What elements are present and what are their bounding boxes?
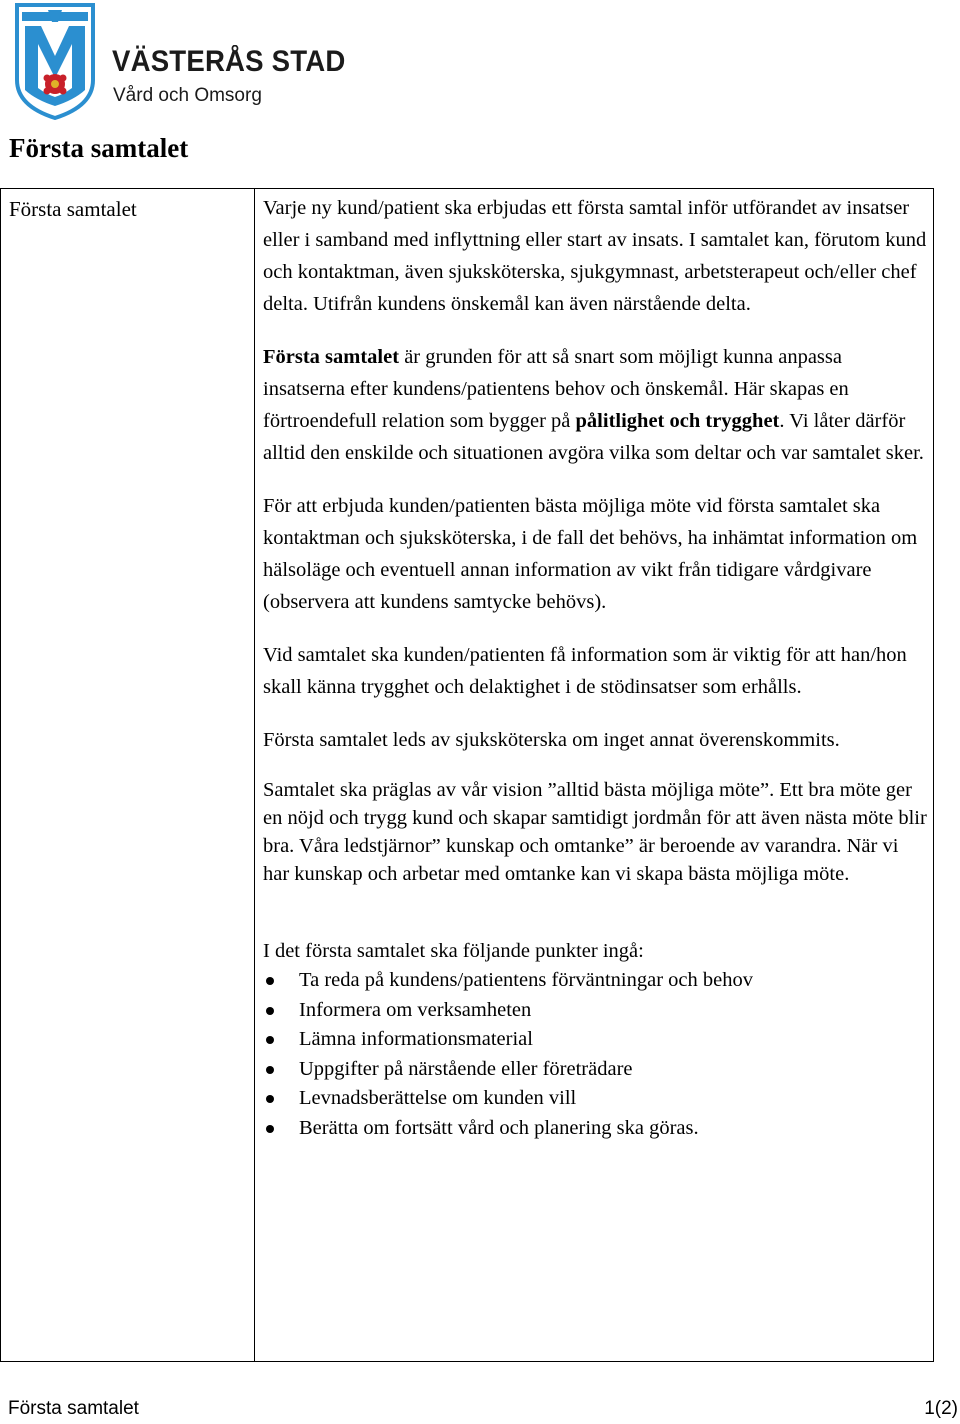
footer-page-number: 1(2) (924, 1398, 958, 1419)
footer-title: Första samtalet (8, 1398, 139, 1419)
list-item (263, 996, 929, 1026)
header-logo (14, 2, 344, 122)
list-item-text: Informera om verksamheten (299, 998, 532, 1021)
page-title: Första samtalet (9, 133, 189, 163)
list-item (263, 1055, 929, 1085)
paragraph-purpose (263, 341, 929, 469)
bullet-icon (266, 1036, 274, 1044)
bullet-icon (266, 977, 274, 985)
paragraph-text: . Vi låter därför alltid den enskilde och situationen avgöra vilka som deltar och var samtalet sker. (263, 410, 924, 464)
list-item-text: Berätta om fortsätt vård och planering ska göras. (299, 1116, 699, 1139)
content-table (0, 188, 934, 1362)
row-label: Första samtalet (9, 197, 137, 221)
list-item (263, 966, 929, 996)
bold-term: Första samtalet (263, 346, 400, 368)
table-row (1, 189, 934, 1362)
bullet-icon (266, 1095, 274, 1103)
paragraph-intro: Varje ny kund/patient ska erbjudas ett första samtal inför utförandet av insatser eller i samband med inflyttning eller start av insats. I samtalet kan, förutom kund och kontaktman, även sjuksköterska, sjukgymnast, arbetsterapeut och/eller chef delta. Utifrån kundens önskemål kan även närstående delta. (263, 197, 927, 315)
row-body-cell (255, 189, 934, 1362)
list-item-text: Lämna informationsmaterial (299, 1028, 533, 1051)
paragraph-vision: Samtalet ska präglas av vår vision ”alltid bästa möjliga möte”. Ett bra möte ger en nöjd och trygg kund och skapar samtidigt jordmån för att även nästa möte blir bra. Våra ledstjärnor” kunskap och omtanke” är beroende av varandra. När vi har kunskap och arbetar med omtanke kan vi skapa bästa möjliga möte. (263, 779, 927, 885)
points-list (263, 966, 929, 1144)
paragraph-information: Vid samtalet ska kunden/patienten få information som är viktig för att han/hon skall känna trygghet och delaktighet i de stödinsatser som erhålls. (263, 644, 907, 698)
organization-name: VÄSTERÅS STAD (112, 45, 346, 78)
list-item-text: Uppgifter på närstående eller företrädare (299, 1057, 633, 1080)
list-item (263, 1025, 929, 1055)
row-label-cell (1, 189, 255, 1362)
list-item (263, 1084, 929, 1114)
list-item-text: Ta reda på kundens/patientens förväntningar och behov (299, 969, 753, 991)
bold-term: pålitlighet och trygghet (575, 410, 780, 432)
coat-of-arms-icon (14, 2, 96, 120)
paragraph-list-intro: I det första samtalet ska följande punkter ingå: (263, 940, 644, 962)
bullet-icon (266, 1125, 274, 1133)
paragraph-preparation: För att erbjuda kunden/patienten bästa möjliga möte vid första samtalet ska kontaktman och sjuksköterska, i de fall det behövs, ha inhämtat information om hälsoläge och eventuell annan information av vikt från tidigare vårdgivare (observera att kundens samtycke behövs). (263, 495, 918, 613)
paragraph-text: är grunden för att så snart som möjligt kunna anpassa insatserna efter kundens/patientens behov och önskemål. Här skapas en förtroendefull relation som bygger på (263, 346, 849, 432)
bullet-icon (266, 1066, 274, 1074)
bullet-icon (266, 1007, 274, 1015)
paragraph-lead: Första samtalet leds av sjuksköterska om inget annat överenskommits. (263, 729, 840, 751)
list-item (263, 1114, 929, 1144)
list-item-text: Levnadsberättelse om kunden vill (299, 1087, 577, 1110)
organization-subtitle: Vård och Omsorg (113, 85, 262, 106)
